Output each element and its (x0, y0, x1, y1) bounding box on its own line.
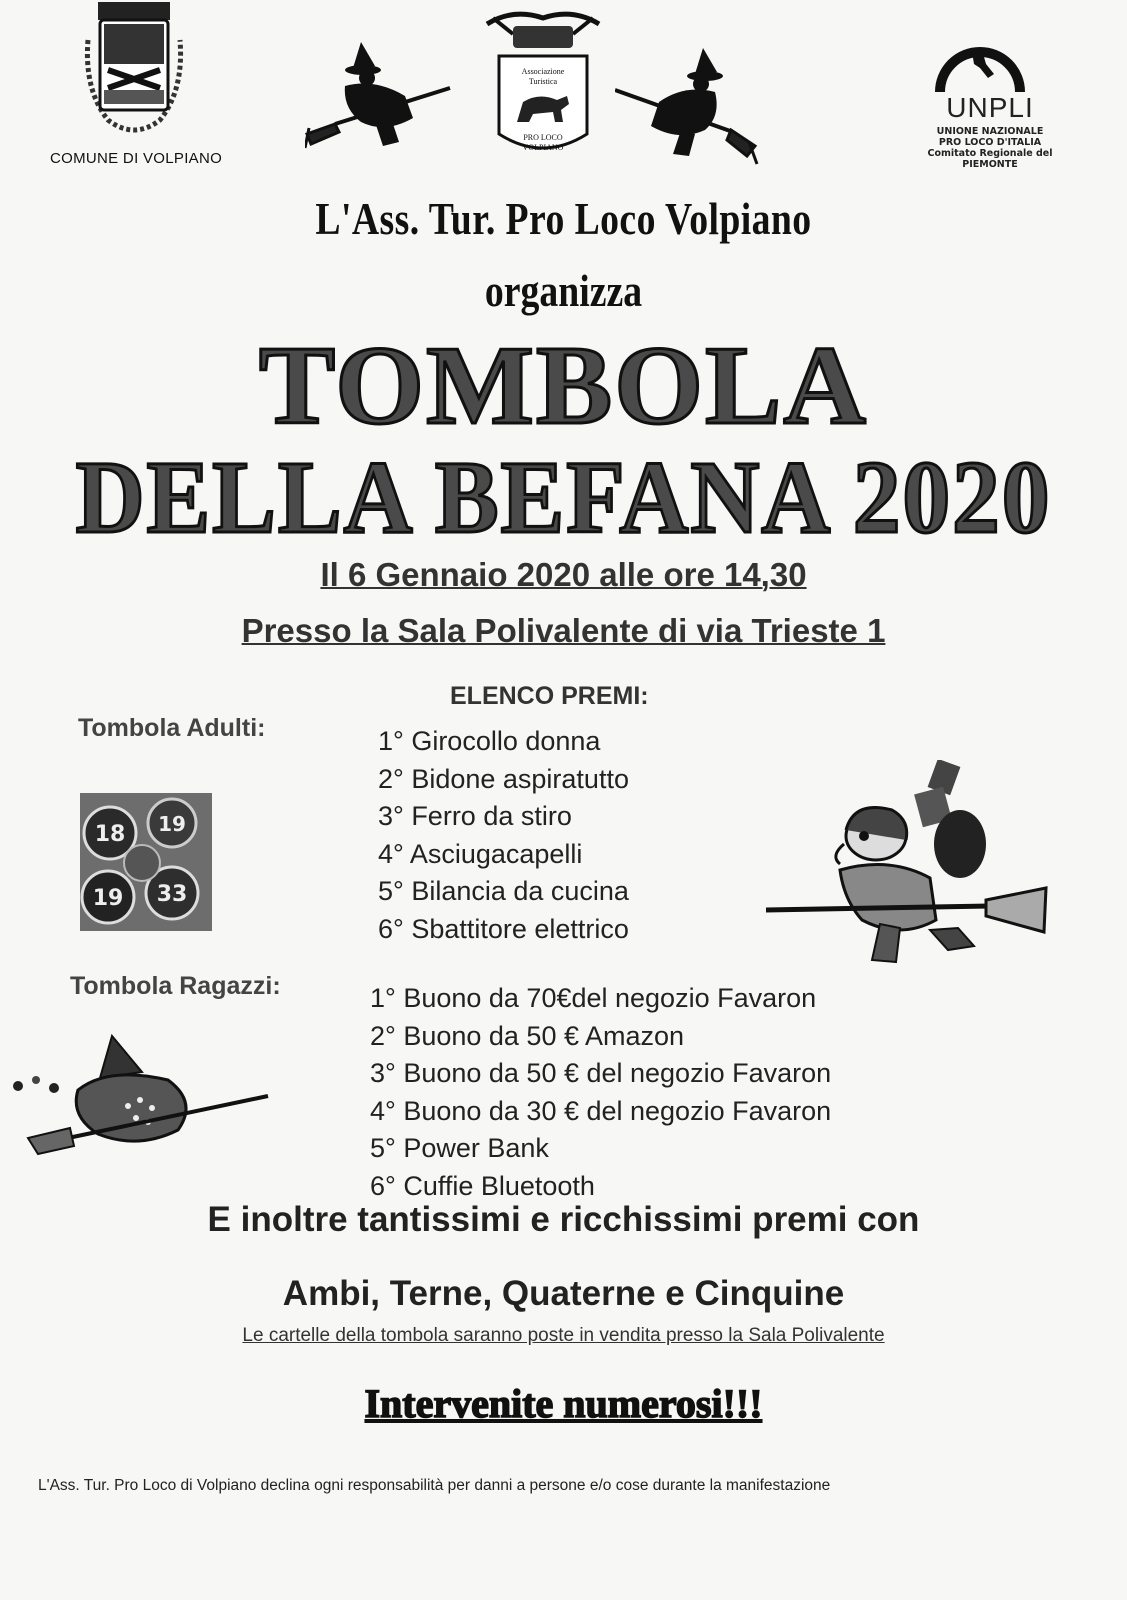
adult-tombola-label: Tombola Adulti: (78, 714, 266, 742)
unpli-line-1: UNIONE NAZIONALE (936, 126, 1044, 137)
event-date-time: Il 6 Gennaio 2020 alle ore 14,30 (320, 556, 807, 593)
proloco-crest-icon (483, 4, 603, 162)
list-item: 2° Buono da 50 € Amazon (370, 1020, 685, 1051)
unpli-logo-icon (932, 34, 1028, 94)
event-venue: Presso la Sala Polivalente di via Trieste 1 (241, 612, 886, 649)
befana-broom-illustration (760, 760, 1050, 970)
main-title-line-1: TOMBOLA (259, 324, 868, 448)
proloco-crest-text-1: Associazione (521, 67, 565, 76)
list-item: 3° Buono da 50 € del negozio Favaron (370, 1058, 832, 1088)
main-title-line-2: DELLA BEFANA 2020 (75, 440, 1052, 555)
list-item: 5° Bilancia da cucina (378, 876, 629, 906)
list-item: 3° Ferro da stiro (378, 801, 572, 831)
list-item: 1° Buono da 70€del negozio Favaron (370, 983, 817, 1013)
unpli-subtitle (905, 126, 1075, 170)
list-item: 4° Asciugacapelli (378, 838, 583, 869)
ball-number-1: 18 (94, 822, 126, 847)
kids-prize-list (370, 980, 831, 1205)
unpli-name: UNPLI (946, 92, 1034, 123)
cartelle-note: Le cartelle della tombola saranno poste in vendita presso la Sala Polivalente (242, 1325, 885, 1346)
list-item: 4° Buono da 30 € del negozio Favaron (370, 1095, 832, 1126)
proloco-crest-text-4: VOLPIANO (522, 143, 564, 152)
unpli-line-2: PRO LOCO D'ITALIA (938, 137, 1042, 148)
unpli-line-3: Comitato Regionale del (927, 148, 1053, 159)
proloco-crest-text-3: PRO LOCO (523, 133, 563, 142)
call-to-action: Intervenite numerosi!!! (364, 1381, 763, 1426)
disclaimer: L'Ass. Tur. Pro Loco di Volpiano declina ogni responsabilità per danni a persone e/o cose durante la manifestazione (38, 1477, 831, 1494)
ball-number-4: 19 (92, 886, 124, 911)
extra-prizes-line-2: Ambi, Terne, Quaterne e Cinquine (282, 1274, 845, 1313)
list-item: 1° Girocollo donna (378, 726, 601, 756)
ball-number-2: 19 (158, 812, 186, 836)
organizza-title: organizza (484, 265, 643, 316)
witch-broom-illustration (8, 1030, 273, 1160)
list-item: 6° Sbattitore elettrico (378, 913, 629, 944)
unpli-line-4: PIEMONTE (962, 159, 1018, 170)
flying-witch-icon-2 (615, 46, 760, 166)
kids-tombola-label: Tombola Ragazzi: (70, 972, 281, 1000)
proloco-crest-text-2: Turistica (528, 77, 558, 86)
prizes-heading: ELENCO PREMI: (450, 682, 649, 710)
list-item: 6° Cuffie Bluetooth (370, 1170, 595, 1201)
ball-number-3: 33 (156, 882, 188, 907)
adult-prize-list (378, 723, 629, 948)
comune-crest-icon (78, 0, 190, 145)
organizer-title: L'Ass. Tur. Pro Loco Volpiano (315, 193, 812, 244)
list-item: 5° Power Bank (370, 1133, 549, 1163)
flying-witch-icon (305, 38, 455, 153)
comune-label: COMUNE DI VOLPIANO (50, 150, 223, 167)
extra-prizes-line-1: E inoltre tantissimi e ricchissimi premi con (207, 1200, 920, 1239)
tombola-balls-image (80, 793, 212, 931)
list-item: 2° Bidone aspiratutto (378, 763, 629, 794)
